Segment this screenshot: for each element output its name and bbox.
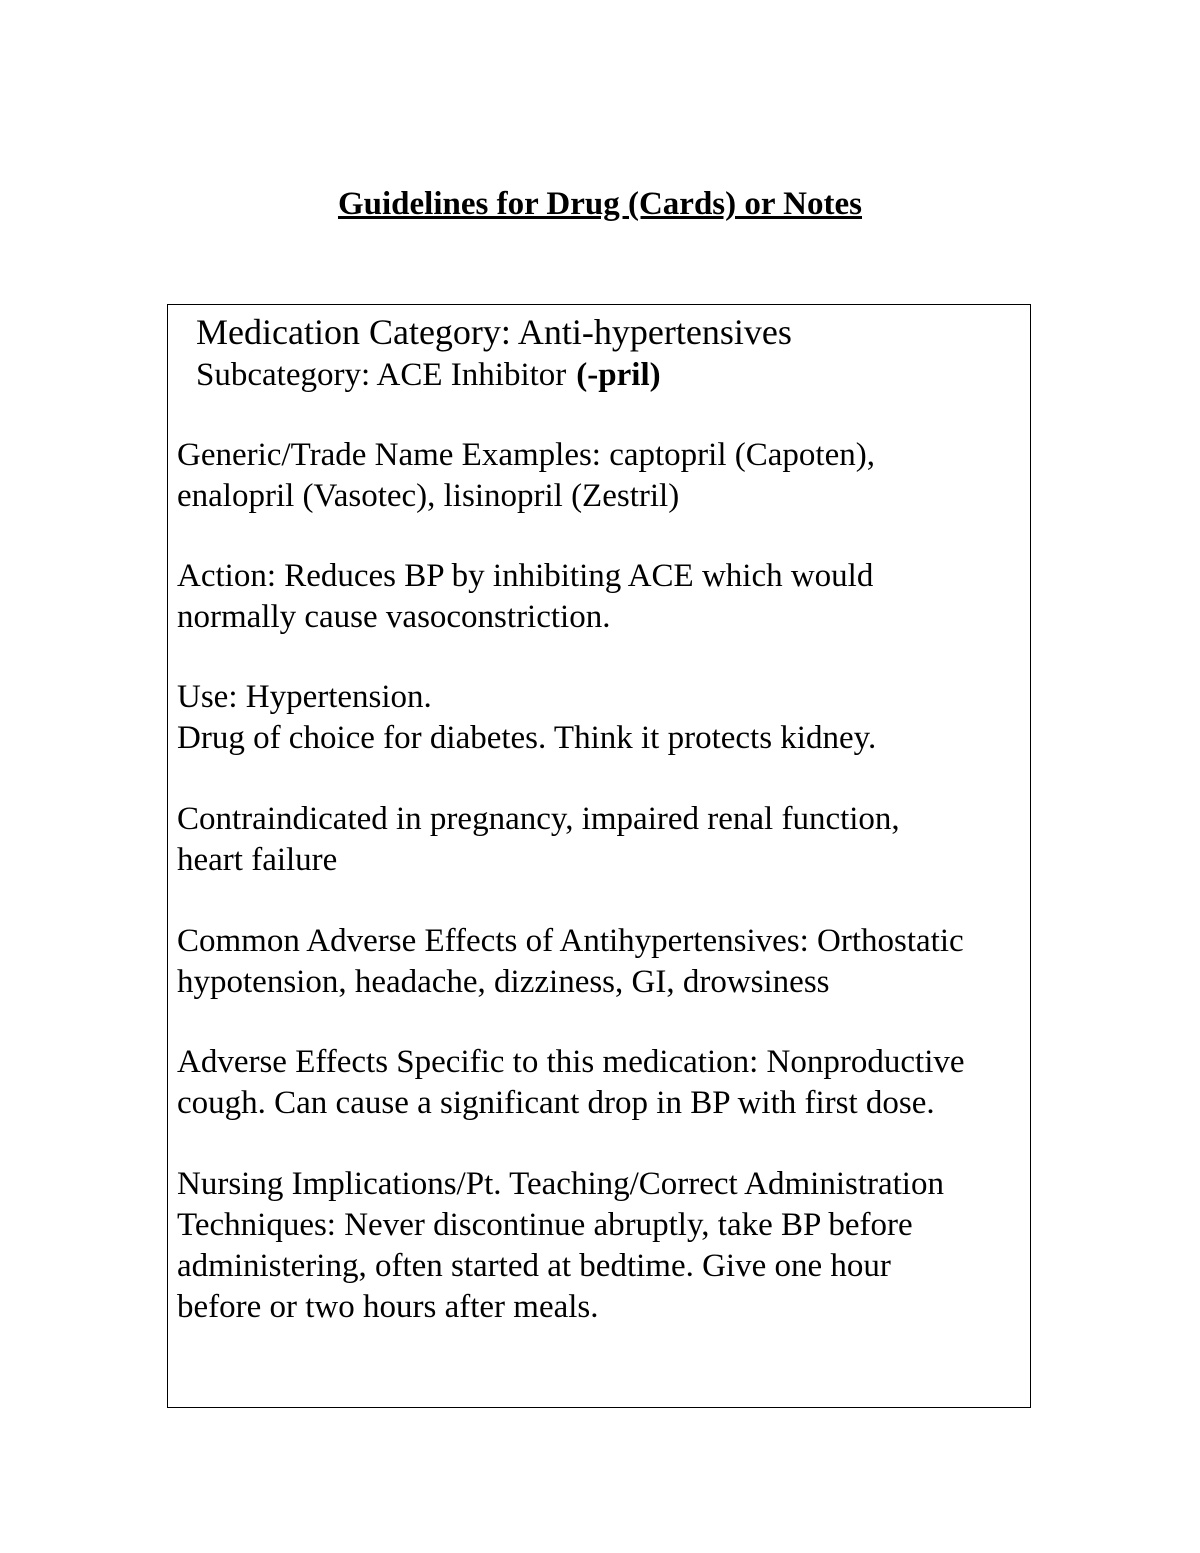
specific-adverse-line: cough. Can cause a significant drop in BP with first dose. (177, 1085, 935, 1121)
specific-adverse-section (177, 1042, 965, 1124)
use-line: Use: Hypertension. (177, 679, 432, 715)
action-line: normally cause vasoconstriction. (177, 599, 611, 635)
nursing-line: Techniques: Never discontinue abruptly, take BP before (177, 1207, 913, 1243)
action-line: Action: Reduces BP by inhibiting ACE which would (177, 558, 874, 594)
common-adverse-section (177, 921, 964, 1003)
nursing-section (177, 1164, 944, 1328)
examples-line: enalopril (Vasotec), lisinopril (Zestril) (177, 478, 680, 514)
nursing-line: administering, often started at bedtime. Give one hour (177, 1248, 891, 1284)
examples-line: Generic/Trade Name Examples: captopril (Capoten), (177, 437, 875, 473)
medication-category: Medication Category: Anti-hypertensives (196, 312, 792, 352)
contraindications-line: Contraindicated in pregnancy, impaired renal function, (177, 801, 900, 837)
medication-subcategory (196, 355, 661, 395)
page-title: Guidelines for Drug (Cards) or Notes (337, 186, 862, 222)
nursing-line: before or two hours after meals. (177, 1289, 599, 1325)
use-section (177, 677, 876, 759)
examples-section (177, 435, 875, 517)
common-adverse-line: hypotension, headache, dizziness, GI, drowsiness (177, 964, 830, 1000)
subcategory-label: Subcategory: ACE Inhibitor (196, 357, 567, 393)
action-section (177, 556, 873, 638)
use-line: Drug of choice for diabetes. Think it protects kidney. (177, 720, 877, 756)
contraindications-line: heart failure (177, 842, 338, 878)
common-adverse-line: Common Adverse Effects of Antihypertensives: Orthostatic (177, 923, 964, 959)
contraindications-section (177, 799, 900, 881)
subcategory-suffix: (-pril) (576, 357, 661, 393)
nursing-line: Nursing Implications/Pt. Teaching/Correct Administration (177, 1166, 944, 1202)
drug-card (167, 304, 1031, 1408)
specific-adverse-line: Adverse Effects Specific to this medication: Nonproductive (177, 1044, 965, 1080)
